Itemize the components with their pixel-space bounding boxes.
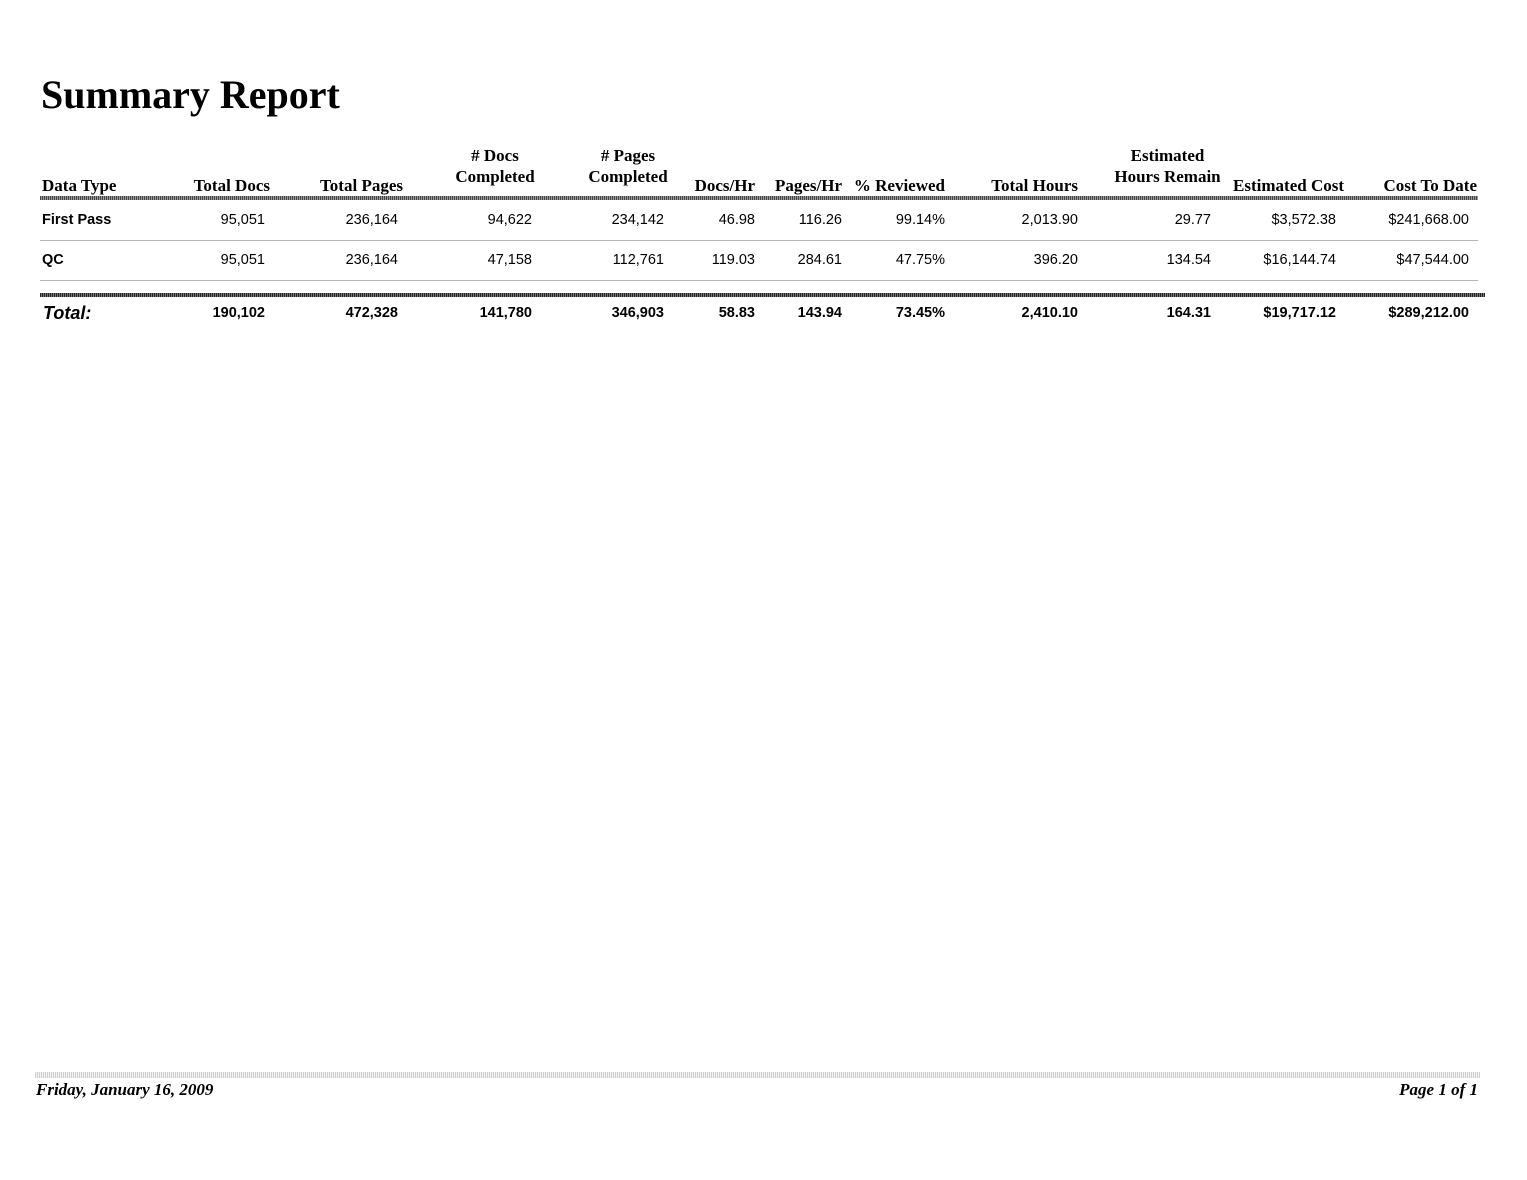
total-docs-cell: 95,051 bbox=[220, 252, 265, 268]
cost-to-date-cell: $47,544.00 bbox=[1396, 252, 1469, 268]
column-header-docs-completed: # Docs Completed bbox=[455, 146, 535, 186]
page-number: Page 1 of 1 bbox=[1399, 1080, 1478, 1099]
total-hours-cell: 2,013.90 bbox=[1021, 212, 1078, 228]
page-title: Summary Report bbox=[41, 72, 340, 117]
total-docs-cell: 95,051 bbox=[220, 212, 265, 228]
pct-reviewed-cell: 99.14% bbox=[895, 212, 945, 228]
column-header-pct-reviewed: % Reviewed bbox=[853, 176, 945, 195]
docs-completed-cell: 141,780 bbox=[479, 305, 532, 321]
pages-completed-cell: 112,761 bbox=[612, 252, 664, 268]
data-type-cell: QC bbox=[42, 252, 64, 268]
docs-per-hr-cell: 46.98 bbox=[718, 212, 755, 228]
column-header-docs-per-hr: Docs/Hr bbox=[694, 176, 755, 195]
pages-completed-cell: 346,903 bbox=[611, 305, 664, 321]
total-docs-cell: 190,102 bbox=[212, 305, 265, 321]
column-header-total-docs: Total Docs bbox=[193, 176, 270, 195]
est-hours-remain-cell: 29.77 bbox=[1174, 212, 1211, 228]
column-header-data-type: Data Type bbox=[42, 176, 117, 195]
docs-per-hr-cell: 58.83 bbox=[718, 305, 755, 321]
report-date: Friday, January 16, 2009 bbox=[36, 1080, 214, 1099]
pct-reviewed-cell: 73.45% bbox=[895, 305, 945, 321]
est-cost-cell: $16,144.74 bbox=[1263, 252, 1336, 268]
docs-completed-cell: 47,158 bbox=[487, 252, 532, 268]
est-hours-remain-cell: 134.54 bbox=[1166, 252, 1211, 268]
column-header-total-hours: Total Hours bbox=[991, 176, 1078, 195]
data-type-cell: First Pass bbox=[42, 212, 112, 228]
pages-per-hr-cell: 284.61 bbox=[797, 252, 842, 268]
docs-per-hr-cell: 119.03 bbox=[711, 252, 755, 268]
table-row bbox=[40, 240, 1478, 281]
column-header-est-hours-remain: Estimated Hours Remain bbox=[1114, 146, 1221, 186]
pct-reviewed-cell: 47.75% bbox=[895, 252, 945, 268]
est-hours-remain-cell: 164.31 bbox=[1166, 305, 1211, 321]
pages-per-hr-cell: 143.94 bbox=[797, 305, 842, 321]
total-label: Total: bbox=[43, 303, 92, 323]
pages-per-hr-cell: 116.26 bbox=[798, 212, 842, 228]
column-header-total-pages: Total Pages bbox=[320, 176, 403, 195]
column-header-pages-completed: # Pages Completed bbox=[588, 146, 668, 186]
est-cost-cell: $19,717.12 bbox=[1263, 305, 1336, 321]
column-header-pages-per-hr: Pages/Hr bbox=[774, 176, 842, 195]
column-header-est-cost: Estimated Cost bbox=[1233, 176, 1344, 195]
footer-divider bbox=[35, 1072, 1480, 1078]
cost-to-date-cell: $241,668.00 bbox=[1388, 212, 1469, 228]
column-header-cost-to-date: Cost To Date bbox=[1383, 176, 1477, 195]
total-hours-cell: 2,410.10 bbox=[1021, 305, 1078, 321]
table-row bbox=[40, 200, 1478, 241]
total-hours-cell: 396.20 bbox=[1033, 252, 1078, 268]
docs-completed-cell: 94,622 bbox=[487, 212, 532, 228]
cost-to-date-cell: $289,212.00 bbox=[1388, 305, 1469, 321]
total-row bbox=[40, 297, 1478, 329]
pages-completed-cell: 234,142 bbox=[611, 212, 664, 228]
total-pages-cell: 236,164 bbox=[345, 212, 398, 228]
total-pages-cell: 236,164 bbox=[345, 252, 398, 268]
total-pages-cell: 472,328 bbox=[345, 305, 398, 321]
est-cost-cell: $3,572.38 bbox=[1271, 212, 1336, 228]
